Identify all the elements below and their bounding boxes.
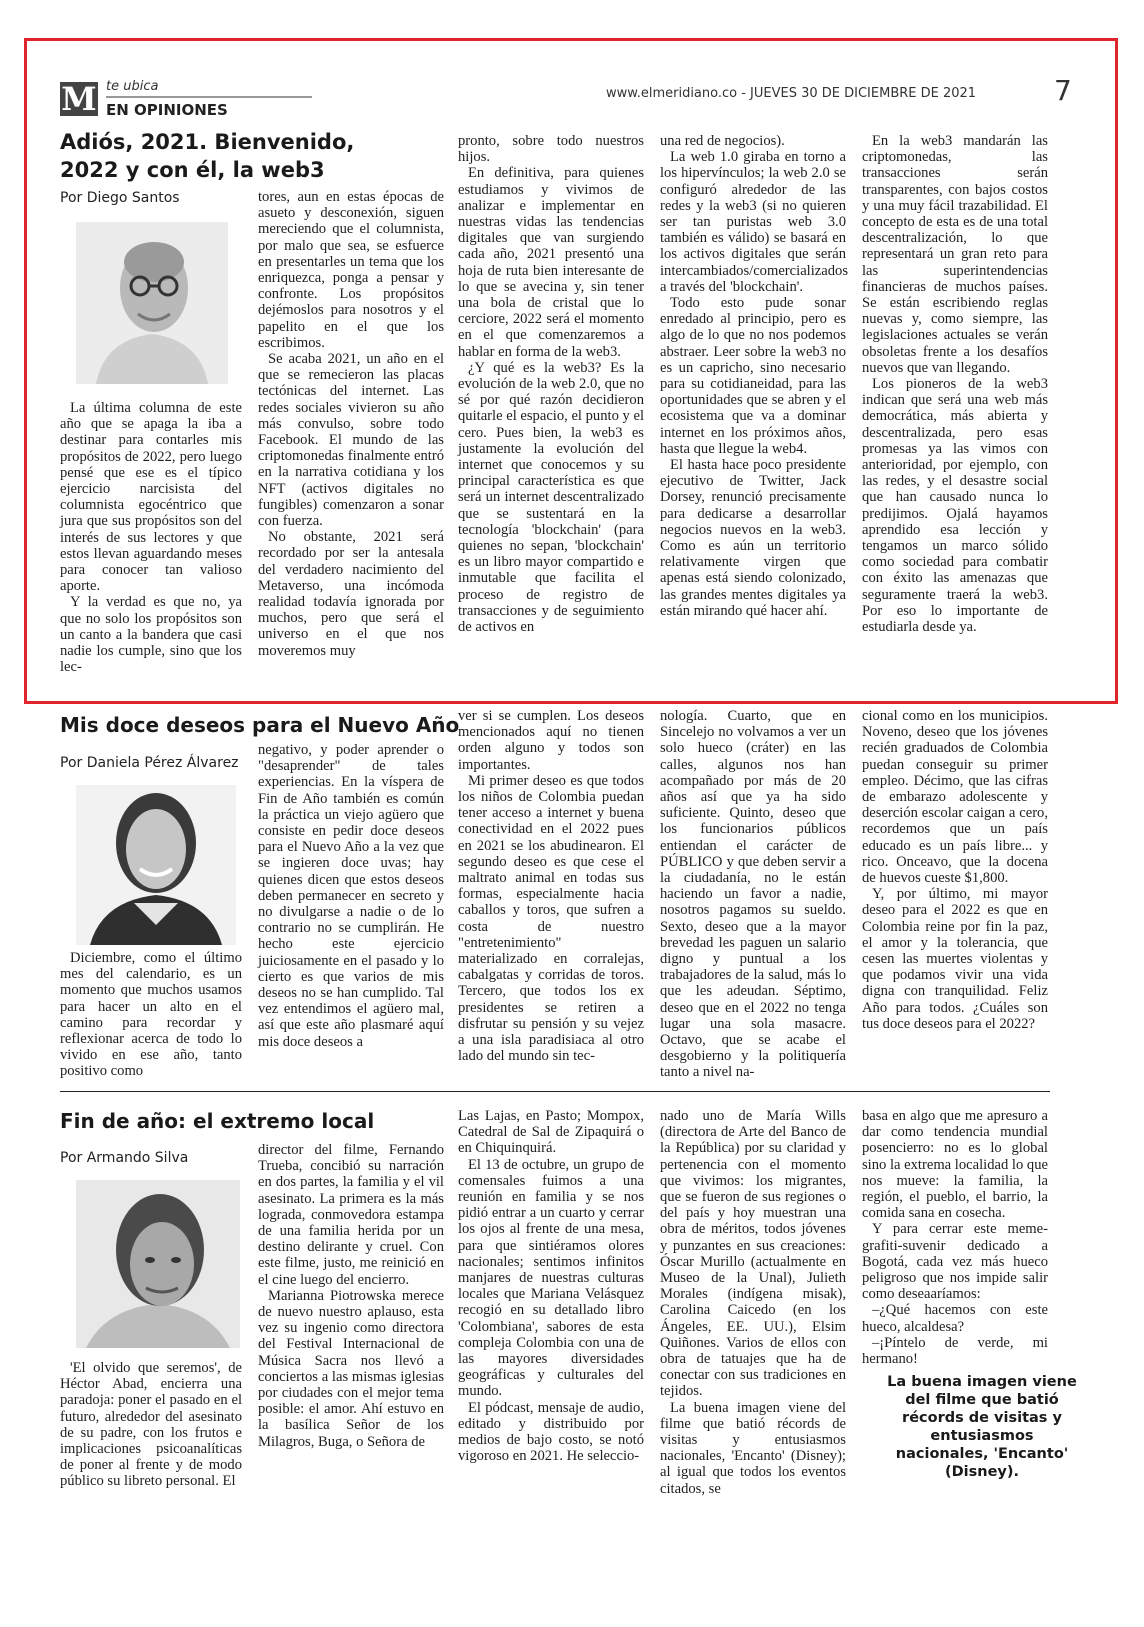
paragraph: No obstante, 2021 será recordado por ser la antesala del verdadero nacimiento del Metaverso, una incómoda realidad todavía ignorada por muchos, pero que será el universo en el que nos moveremos muy <box>258 529 444 659</box>
paragraph: Todo esto pude sonar enredado al principio, pero es algo de lo que no nos podemos abstraer. Leer sobre la web3 no es un capricho, sino necesario para su cotidianeidad, para las oportunidades que se abren y el ecosistema que va a dominar internet en los próximos años, hasta que llegue la web4. <box>660 295 846 457</box>
paragraph: El pódcast, mensaje de audio, editado y distribuido por medios de bajo costo, se notó vigoroso en 2021. He seleccio- <box>458 1399 644 1465</box>
paragraph: Los pioneros de la web3 indican que será una web más democrática, más abierta y descentralizada, pero esas promesas ya las vimos con anterioridad, por ejemplo, con las redes, y el desastre social que han causado nunca lo predijimos. Ojalá hayamos aprendido esa lección y tengamos un marco sólido como sociedad para combatir con éxito las amenazas que seguramente traerá la web3. Por eso lo importante de estudiarla desde ya. <box>862 376 1048 636</box>
paragraph: nología. Cuarto, que en Sincelejo no volvamos a ver un solo hueco (cráter) en las calles, algunos nos han acompañado por más de 20 años así que ya ha sido suficiente. Quinto, deseo que los funcionarios públicos entiendan el carácter de PÚBLICO y que deben servir a la ciudadanía, no le están haciendo un favor a nadie, nosotros pagamos su sueldo. Sexto, deseo que a la mayor brevedad les paguen un salario digno y puntual a los trabajadores de la salud, más lo que les adeudan. Séptimo, deseo que en el 2022 no tenga lugar una sola masacre. Octavo, que se acabe el desgobierno y la politiquería tanto a nivel na- <box>660 708 846 1081</box>
paragraph: director del filme, Fernando Trueba, concibió su narración en dos partes, la familia y el vil asesinato. La primera es la más lograda, conmovedora estampa de una familia herida por un destino delirante y cruel. Con este filme, justo, me reinició en el cine luego del encierro. <box>258 1142 444 1288</box>
paragraph: nado uno de María Wills (directora de Arte del Banco de la República) por su claridad y pertenencia con el momento que vivimos: los migrantes, que se fueron de sus regiones o del país y hoy muestran una obra de méritos, todos jóvenes y punzantes en sus creaciones: Óscar Murillo (actualmente en Museo de la Unal), Julieth Morales (indígena misak), Carolina Caicedo (en los Ángeles, EE. UU.), Elsim Quiñones. Varios de ellos con obra de tatuajes que ha de conectar con sus tradiciones en tejidos. <box>660 1108 846 1400</box>
paragraph: una red de negocios). <box>660 133 785 149</box>
article2-column-3 <box>458 708 644 1064</box>
paragraph: En la web3 mandarán las criptomonedas, las transacciones serán transparentes, con bajos costos y una muy fácil trazabilidad. El concepto de esta es de una total descentralización, lo que representará un gran reto para las superintendencias financieras de muchos países. Se están escribiendo reglas nuevas y, como siempre, las legislaciones actuales se verán obsoletas frente a los desafíos nuevos que van llegando. <box>862 133 1048 376</box>
author-photo-daniela-perez <box>76 785 236 945</box>
article2-column-5 <box>862 708 1048 1032</box>
paragraph: Mi primer deseo es que todos los niños de Colombia puedan tener acceso a internet y buena conectividad en el 2022 pues en 2021 se los abudinearon. El segundo deseo es que cese el maltrato animal en todas sus formas, especialmente hacia caballos y toros, que sufren a costa de nuestro "entretenimiento" materializado en corralejas, cabalgatas y corridas de toros. Tercero, que todos los ex presidentes se retiren a disfrutar su pensión y su vejez a una isla paradisiaca al otro lado del mundo sin tec- <box>458 772 644 1065</box>
section-divider <box>106 96 312 98</box>
article1-byline: Por Diego Santos <box>60 190 180 206</box>
article2-byline: Por Daniela Pérez Álvarez <box>60 755 239 771</box>
paragraph: El 13 de octubre, un grupo de comensales fuimos a una reunión en familia y se nos pidió entrar a un cuarto y cerrar los ojos al frente de una mesa, para que sintiéramos olores nacionales; sentimos infinitos manjares de nuestras culturas locales que Mariana Velásquez recogió en su detallado libro 'Colombiana', sabores de esta compleja Colombia con una de las mayores diversidades geográficas y culturales del mundo. <box>458 1156 644 1400</box>
author-photo-armando-silva <box>76 1180 240 1348</box>
article3-column-5 <box>862 1108 1048 1367</box>
paragraph: –¡Píntelo de verde, mi hermano! <box>862 1334 1048 1368</box>
article3-title: Fin de año: el extremo local <box>60 1109 375 1133</box>
paragraph: La web 1.0 giraba en torno a los hipervínculos; la web 2.0 se configuró alrededor de las redes y la web3 (si no quieren ser tan puristas web 3.0 también es válido) se basará en los activos digitales que serán intercambiados/comercializados a través del 'blockchain'. <box>660 149 849 295</box>
paragraph: negativo, y poder aprender o "desaprender" de tales experiencias. En la víspera de Fin de Año también es común la práctica un viejo agüero que consiste en pedir doce deseos para el Nuevo Año a la vez que se ingieren doce uvas; hay quienes dicen que estos deseos deben permanecer en secreto y no divulgarse a nadie o de lo contrario no se cumplirán. He hecho este ejercicio juiciosamente en el pasado y lo cierto es que varios de mis deseos no se han cumplido. Tal vez entendimos el agüero mal, así que este año plasmaré aquí mis doce deseos a <box>258 742 444 1050</box>
article1-title-line1: Adiós, 2021. Bienvenido, <box>60 130 355 154</box>
pull-quote: La buena imagen viene del filme que batió récords de visitas y entusiasmos nacionales, 'Encanto' (Disney). <box>887 1374 1077 1480</box>
article1-title-line2: 2022 y con él, la web3 <box>60 158 325 182</box>
article3-column-2 <box>258 1142 444 1450</box>
section-name: EN OPINIONES <box>106 101 228 119</box>
paragraph: Y la verdad es que no, ya que no solo los propósitos son un canto a la bandera que casi nadie los cumple, sino que los lec- <box>60 594 242 676</box>
paragraph: Diciembre, como el último mes del calendario, es un momento que muchos usamos para hacer un alto en el camino para recordar y reflexionar acerca de todo lo vivido en ese año, tanto positivo como <box>60 950 242 1080</box>
paragraph: basa en algo que me apresuro a dar como tendencia mundial posencierro: no es lo global sino la extrema localidad lo que nos mueve: la familia, la región, el pueblo, el barrio, la comida sana en cosecha. <box>862 1108 1049 1222</box>
paragraph: Se acaba 2021, un año en el que se remecieron las placas tectónicas del internet. Las redes sociales vivieron su año más convulso, sobre todo Facebook. El mundo de las criptomonedas finalmente entró en la narrativa cotidiana y los NFT (activos digitales no fungibles) comenzaron a sonar con fuerza. <box>258 351 444 530</box>
paragraph: ¿Y qué es la web3? Es la evolución de la web 2.0, que no sé por qué razón decidieron quitarle el espacio, el punto y el cero. Pues bien, la web3 es justamente la evolución del internet que conocemos y su principal característica es que será un internet descentralizado que se sustentará en la tecnología 'blockchain' (para quienes no sepan, 'blockchain' es un libro mayor compartido e inmutable que facilita el proceso de registro de transacciones y de seguimiento de activos en <box>458 359 645 636</box>
el-meridiano-logo: M <box>61 80 97 118</box>
dateline: www.elmeridiano.co - JUEVES 30 DE DICIEMBRE DE 2021 <box>606 86 977 101</box>
author-photo-diego-santos <box>76 222 228 384</box>
article3-byline: Por Armando Silva <box>60 1150 189 1166</box>
article3-column-1 <box>60 1360 242 1490</box>
section-tagline: te ubica <box>106 79 159 94</box>
paragraph: Y para cerrar este meme-grafiti-suvenir dedicado a Bogotá, cada vez más hueco peligroso que nos impide salir como deseaaríamos: <box>862 1221 1048 1303</box>
article2-column-2 <box>258 742 444 1050</box>
paragraph: ver si se cumplen. Los deseos mencionados aquí no tienen orden alguno y todos son importantes. <box>458 708 644 773</box>
paragraph: En definitiva, para quienes estudiamos y vivimos de analizar e implementar en nuestras vidas las tendencias digitales que van surgiendo cada año, 2021 presentó una hoja de ruta bien interesante de lo que se avecina y, sin tener una bola de cristal que lo cerciore, 2022 será el momento en el que comenzaremos a hablar en forma de la web3. <box>458 165 644 360</box>
paragraph: tores, aun en estas épocas de asueto y desconexión, siguen mereciendo que el columnista, por malo que sea, se esfuerce en presentarles un tema que los enriquezca, ponga a pensar y confronte. Los propósitos dejémoslos para nosotros y el papelito en el que los escribimos. <box>258 189 444 351</box>
article3-column-3 <box>458 1108 644 1464</box>
paragraph: 'El olvido que seremos', de Héctor Abad, encierra una paradoja: poner el pasado en el futuro, alrededor del asesinato de su padre, con los frutos e implicaciones psicoanalíticas de poner al frente y de modo público su libreto personal. El <box>60 1360 242 1490</box>
article2-column-4 <box>660 708 846 1081</box>
paragraph: La buena imagen viene del filme que batió récords de visitas y entusiasmos nacionales, 'Encanto' (Disney); al igual que todos los eventos citados, se <box>660 1399 846 1497</box>
article3-column-4 <box>660 1108 846 1497</box>
article2-title: Mis doce deseos para el Nuevo Año <box>60 713 460 737</box>
article2-column-1 <box>60 950 242 1080</box>
article1-title <box>60 128 354 184</box>
article1-column-2 <box>258 189 444 659</box>
article1-column-1 <box>60 400 242 675</box>
article1-column-4 <box>660 133 849 619</box>
paragraph: Las Lajas, en Pasto; Mompox, Catedral de Sal de Zipaquirá o en Chiquinquirá. <box>458 1108 644 1157</box>
article1-column-5 <box>862 133 1048 635</box>
paragraph: La última columna de este año que se apaga la iba a destinar para contarles mis propósitos de 2022, pero luego pensé que ese es el típico ejercicio narcisista del columnista egocéntrico que jura que sus propósitos son del interés de sus lectores y que estos llevan aguardando meses para conocer tan valioso aporte. <box>60 400 242 595</box>
paragraph: –¿Qué hacemos con este hueco, alcaldesa? <box>862 1302 1048 1335</box>
paragraph: El hasta hace poco presidente ejecutivo de Twitter, Jack Dorsey, renunció precisamente para dedicarse a desarrollar negocios nuevos en la web3. Como es aún un territorio relativamente virgen que apenas está siendo colonizado, las grandes mentes digitales ya están mirando qué hacer ahí. <box>660 457 846 619</box>
paragraph: Marianna Piotrowska merece de nuevo nuestro aplauso, esta vez su ingenio como directora del Festival Internacional de Música Sacra nos llevó a conciertos a las mismas iglesias por ciudades con el mejor tema posible: el amor. Ahí estuvo en la basílica Señor de los Milagros, Buga, o Señora de <box>258 1287 444 1450</box>
page-number: 7 <box>1054 74 1072 107</box>
article-divider <box>60 1091 1050 1092</box>
paragraph: Y, por último, mi mayor deseo para el 2022 es que en Colombia reine por fin la paz, el amor y la tolerancia, que cesen las muertes violentas y que podamos vivir una vida digna con tranquilidad. Feliz Año para todos. ¿Cuáles son tus doce deseos para el 2022? <box>862 886 1048 1032</box>
paragraph: pronto, sobre todo nuestros hijos. <box>458 133 644 166</box>
paragraph: cional como en los municipios. Noveno, deseo que los jóvenes recién graduados de Colombia puedan conseguir su primer empleo. Décimo, que las cifras de embarazo adolescente y deserción escolar caigan a cero, recordemos que un país educado es un país libre... y rico. Onceavo, que la docena de huevos cueste $1,800. <box>862 708 1048 887</box>
article1-column-3 <box>458 133 644 635</box>
